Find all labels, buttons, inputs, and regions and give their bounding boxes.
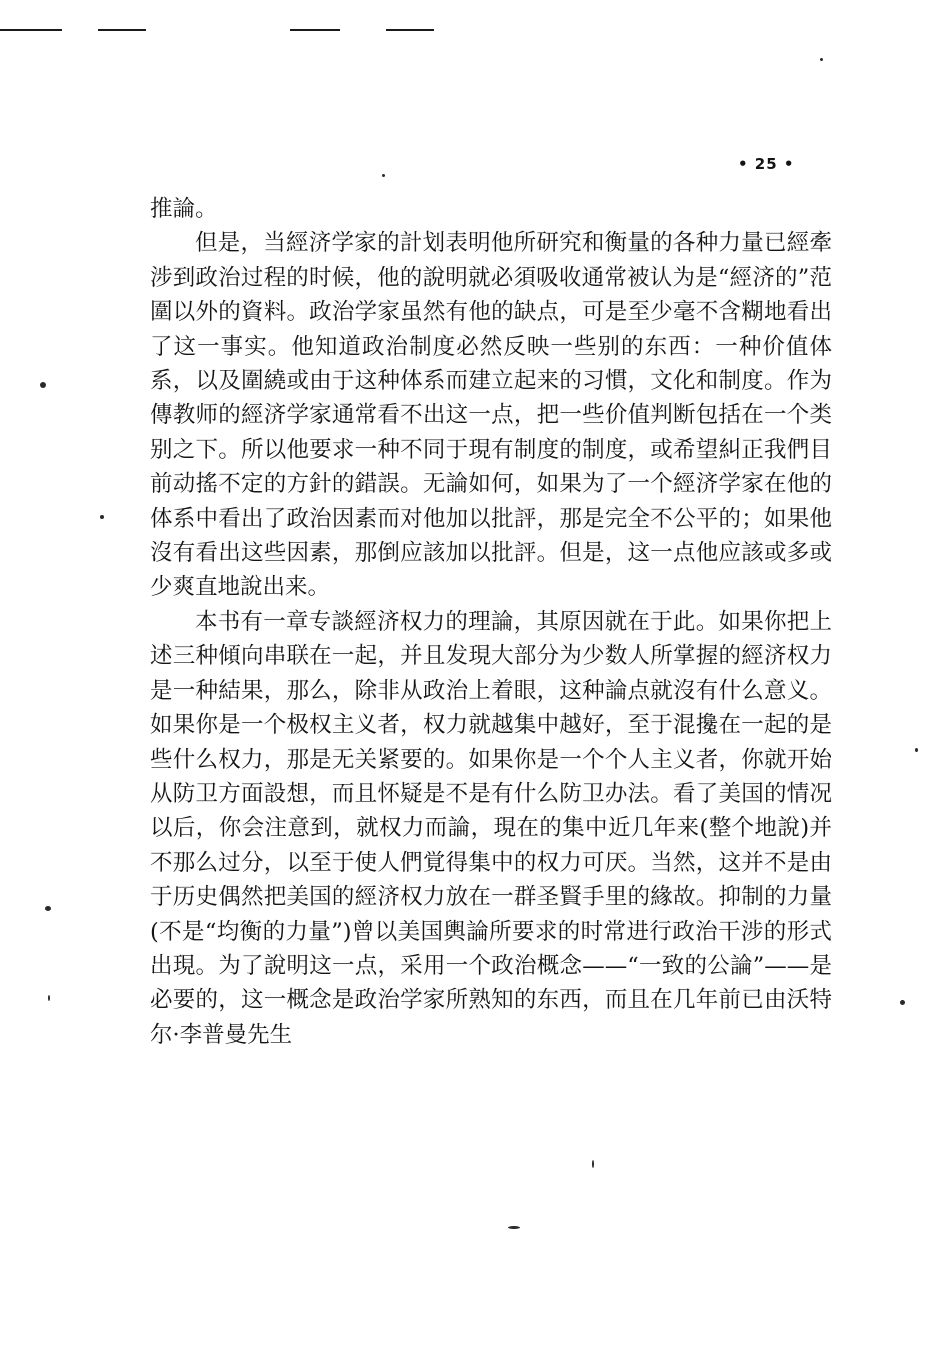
scan-speck (48, 995, 50, 1001)
paragraph-economist-politics: 但是，当經济学家的計划表明他所研究和衡量的各种力量已經牽涉到政治过程的时候，他的說明就必須吸收通常被认为是“經济的”范圍以外的資料。政治学家虽然有他的缺点，可是至少毫不含糊地看出了这一事实。他知道政治制度必然反映一些别的东西：一种价值体系，以及圍繞或由于这种体系而建立起来的习慣，文化和制度。作为傳教师的經济学家通常看不出这一点，把一些价值判断包括在一个类别之下。所以他要求一种不同于現有制度的制度，或希望糾正我們目前动搖不定的方針的錯誤。无論如何，如果为了一个經济学家在他的体系中看出了政治因素而对他加以批評，那是完全不公平的；如果他沒有看出这些因素，那倒应該加以批評。但是，这一点他应該或多或少爽直地說出来。 (150, 230, 832, 601)
scan-speck (382, 174, 385, 177)
body-text (150, 192, 832, 1052)
scan-speck (900, 1000, 905, 1005)
paragraph-economic-power: 本书有一章专談經济权力的理論，其原因就在于此。如果你把上述三种傾向串联在一起，并且发現大部分为少数人所掌握的經济权力是一种結果，那么，除非从政治上着眼，这种論点就沒有什么意义。如果你是一个极权主义者，权力就越集中越好，至于混攙在一起的是些什么权力，那是无关紧要的。如果你是一个个人主义者，你就开始从防卫方面設想，而且怀疑是不是有什么防卫办法。看了美国的情况以后，你会注意到，就权力而論，現在的集中近几年来(整个地說)并不那么过分，以至于使人們覚得集中的权力可厌。当然，这并不是由于历史偶然把美国的經济权力放在一群圣賢手里的緣故。抑制的力量(不是“均衡的力量”)曾以美国輿論所要求的时常进行政治干涉的形式出現。为了說明这一点，采用一个政治概念——“一致的公論”——是必要的，这一概念是政治学家所熟知的东西，而且在几年前已由沃特尔·李普曼先生 (150, 608, 832, 1048)
scan-speck (820, 58, 823, 61)
header-rule-1 (0, 29, 62, 31)
scan-speck (45, 906, 51, 911)
scan-speck (915, 748, 918, 752)
header-rule-3 (290, 29, 340, 31)
page-number: • 25 • (738, 155, 795, 173)
header-rule-4 (386, 29, 434, 31)
scan-speck (100, 515, 104, 519)
scan-speck (592, 1160, 594, 1168)
paragraph-continuation: 推論。 (150, 196, 218, 222)
scan-speck (508, 1226, 520, 1229)
header-rule-2 (98, 29, 146, 31)
scan-speck (40, 382, 46, 388)
